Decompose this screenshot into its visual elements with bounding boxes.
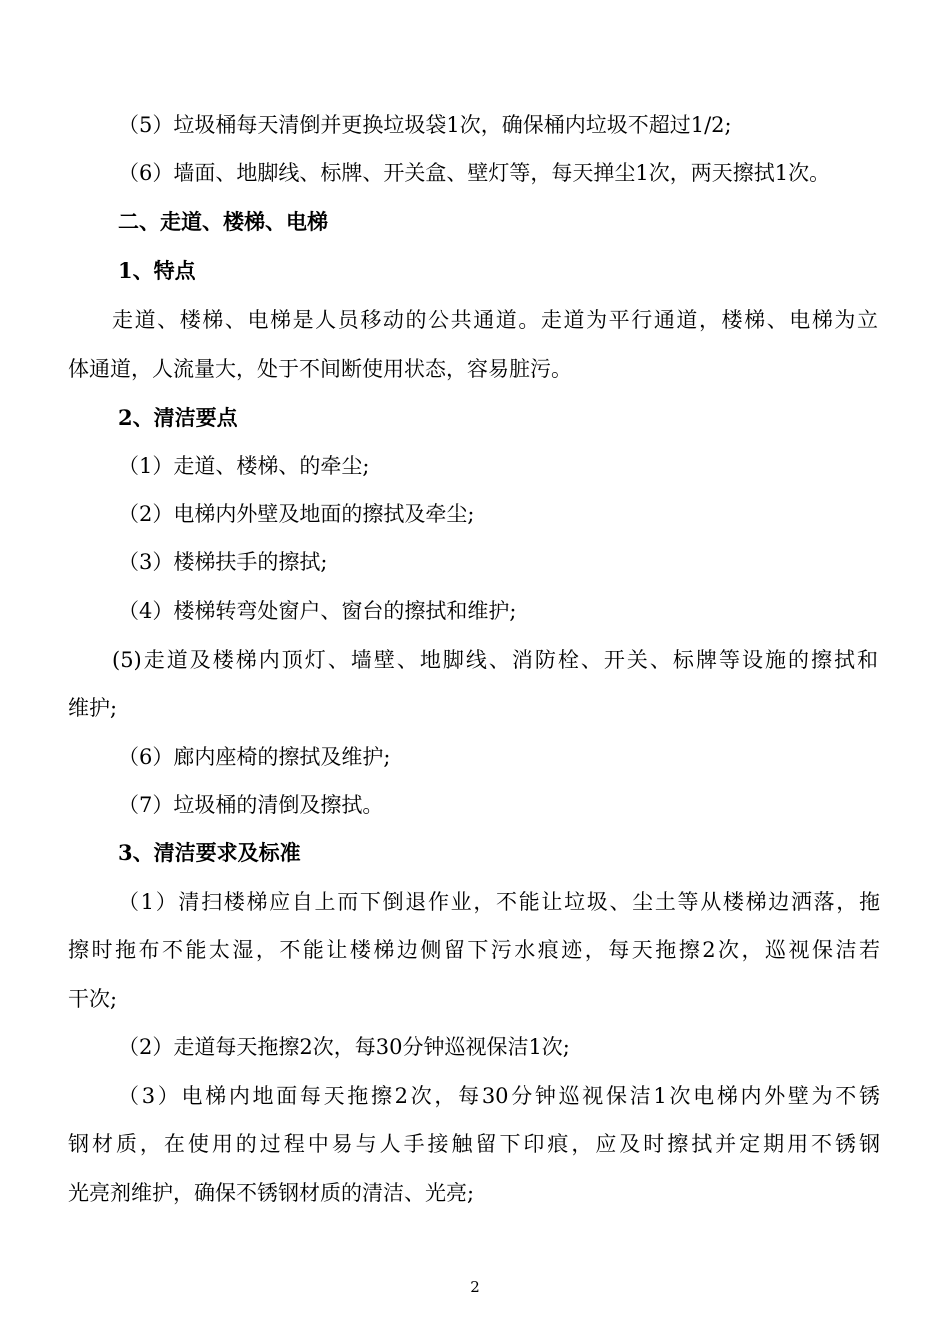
paragraph-line: （5）垃圾桶每天清倒并更换垃圾袋1次，确保桶内垃圾不超过1/2;	[118, 113, 732, 137]
list-item-continuation: 维护;	[68, 696, 118, 720]
section-heading: 二、走道、楼梯、电梯	[118, 209, 328, 234]
list-item: （3）电梯内地面每天拖擦2次，每30分钟巡视保洁1次电梯内外壁为不锈	[118, 1084, 880, 1108]
list-item: （2）走道每天拖擦2次，每30分钟巡视保洁1次;	[118, 1035, 570, 1059]
paragraph-line: 体通道，人流量大，处于不间断使用状态，容易脏污。	[68, 357, 572, 381]
page-number: 2	[470, 1278, 480, 1296]
list-item: (5)走道及楼梯内顶灯、墙壁、地脚线、消防栓、开关、标牌等设施的擦拭和	[112, 648, 878, 672]
subsection-heading: 1、特点	[118, 258, 196, 283]
list-item-continuation: 擦时拖布不能太湿，不能让楼梯边侧留下污水痕迹，每天拖擦2次，巡视保洁若	[68, 938, 880, 962]
list-item: （1）走道、楼梯、的牵尘;	[118, 454, 370, 478]
list-item: （1）清扫楼梯应自上而下倒退作业，不能让垃圾、尘土等从楼梯边洒落，拖	[118, 890, 880, 914]
subsection-heading: 3、清洁要求及标准	[118, 840, 301, 865]
list-item: （2）电梯内外壁及地面的擦拭及牵尘;	[118, 502, 475, 526]
list-item: （7）垃圾桶的清倒及擦拭。	[118, 793, 384, 817]
list-item-continuation: 光亮剂维护，确保不锈钢材质的清洁、光亮;	[68, 1181, 475, 1205]
list-item: （4）楼梯转弯处窗户、窗台的擦拭和维护;	[118, 599, 517, 623]
paragraph-line: （6）墙面、地脚线、标牌、开关盒、壁灯等，每天掸尘1次，两天擦拭1次。	[118, 161, 831, 185]
list-item: （3）楼梯扶手的擦拭;	[118, 550, 328, 574]
subsection-heading: 2、清洁要点	[118, 405, 238, 430]
list-item-continuation: 钢材质，在使用的过程中易与人手接触留下印痕，应及时擦拭并定期用不锈钢	[68, 1132, 880, 1156]
list-item: （6）廊内座椅的擦拭及维护;	[118, 745, 391, 769]
list-item-continuation: 干次;	[68, 987, 118, 1011]
paragraph-line: 走道、楼梯、电梯是人员移动的公共通道。走道为平行通道，楼梯、电梯为立	[112, 308, 878, 332]
